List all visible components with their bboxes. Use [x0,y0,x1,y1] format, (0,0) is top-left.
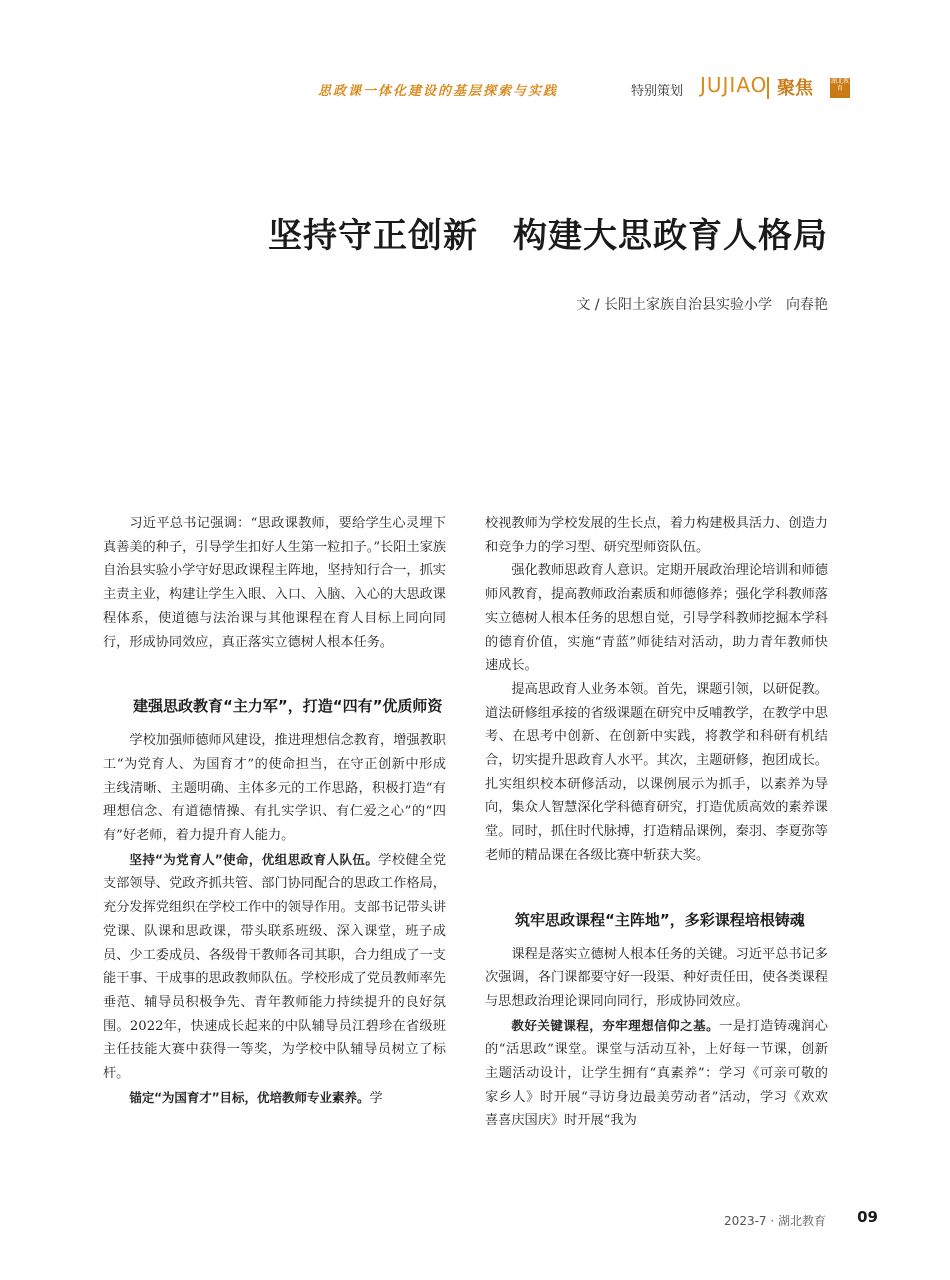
paragraph: 学校加强师德师风建设，推进理想信念教育，增强教职工“为党育人、为国育才”的使命担当，在守正创新中形成主线清晰、主题明确、主体多元的工作思路，积极打造“有理想信念、有道德情操、有扎实学识、有仁爱之心”的“四有”好老师，着力提升育人能力。 [103,733,446,844]
header-divider [767,77,769,99]
special-label: 特别策划 [631,84,684,99]
brand-label: JUJIAO [700,73,768,97]
paragraph: 强化教师思政育人意识。定期开展政治理论培训和师德师风教育，提高教师政治素质和师德修养；强化学科教师落实立德树人根本任务的思想自觉，引导学科教师挖掘本学科的德育价值，实施“青蓝”师徒结对活动，助力青年教师快速成长。 [485,563,828,674]
paragraph: 校视教师为学校发展的生长点，着力构建极具活力、创造力和竞争力的学习型、研究型师资队伍。 [485,516,828,555]
stamp-icon: 湖北教育 [830,78,850,98]
paragraph: 课程是落实立德树人根本任务的关键。习近平总书记多次强调，各门课都要守好一段渠、种好责任田，使各类课程与思想政治理论课同向同行，形成协同效应。 [485,946,828,1009]
section-heading: 建强思政教育“主力军”，打造“四有”优质师资 [133,697,443,716]
lead-sentence: 锚定“为国育才”目标，优培教师专业素养。 [129,1089,370,1105]
section-heading: 筑牢思政课程“主阵地”，多彩课程培根铸魂 [515,910,805,929]
series-title: 思政课一体化建设的基层探索与实践 [318,84,559,99]
lead-sentence: 教好关键课程，夯牢理想信仰之基。 [511,1017,720,1033]
article-title: 坚持守正创新 构建大思政育人格局 [268,216,828,256]
paragraph [103,848,446,1086]
paragraph-text: 学 [369,1090,383,1106]
paragraph: 提高思政育人业务本领。首先，课题引领，以研促教。道法研修组承接的省级课题在研究中反哺教学，在教学中思考、在思考中创新、在创新中实践，将教学和科研有机结合，切实提升思政育人水平。其次，主题研修，抱团成长。扎实组织校本研修活动，以课例展示为抓手，以素养为导向，集众人智慧深化学科德育研究，打造优质高效的素养课堂。同时，抓住时代脉搏，打造精品课例，秦羽、李夏弥等老师的精品课在各级比赛中斩获大奖。 [485,681,828,863]
paragraph [485,1014,828,1134]
paragraph: 习近平总书记强调：“思政课教师，要给学生心灵埋下真善美的种子，引导学生扣好人生第一粒扣子。”长阳土家族自治县实验小学守好思政课程主阵地，坚持知行合一，抓实主责主业，构建让学生入眼、入口、入脑、入心的大思政课程体系，使道德与法治课与其他课程在育人目标上同向同行，形成协同效应，真正落实立德树人根本任务。 [103,516,447,650]
lead-sentence: 坚持“为党育人”使命，优组思政育人队伍。 [129,851,379,867]
paragraph [103,1086,446,1111]
column-label: 聚焦 [777,78,813,99]
left-column [103,512,446,1110]
paragraph-text: 一是打造铸魂润心的“活思政”课堂。课堂与活动互补，上好每一节课，创新主题活动设计，让学生拥有“真素养”：学习《可亲可敬的家乡人》时开展“寻访身边最美劳动者”活动，学习《欢欢喜喜庆国庆》时开展“我为 [485,1018,828,1129]
page-number: 09 [857,1208,878,1226]
byline: 文 / 长阳土家族自治县实验小学 向春艳 [576,297,828,313]
right-column [485,512,828,1133]
paragraph-text: 学校健全党支部领导、党政齐抓共管、部门协同配合的思政工作格局，充分发挥党组织在学校工作中的领导作用。支部书记带头讲党课、队课和思政课，带头联系班级、深入课堂，班子成员、少工委成员、各级骨干教师各司其职，合力组成了一支能干事、干成事的思政教师队伍。学校形成了党员教师率先垂范、辅导员积极争先、青年教师能力持续提升的良好氛围。2022年，快速成长起来的中队辅导员江碧珍在省级班主任技能大赛中获得一等奖，为学校中队辅导员树立了标杆。 [103,852,447,1082]
issue-date: 2023-7 · 湖北教育 [724,1214,826,1228]
